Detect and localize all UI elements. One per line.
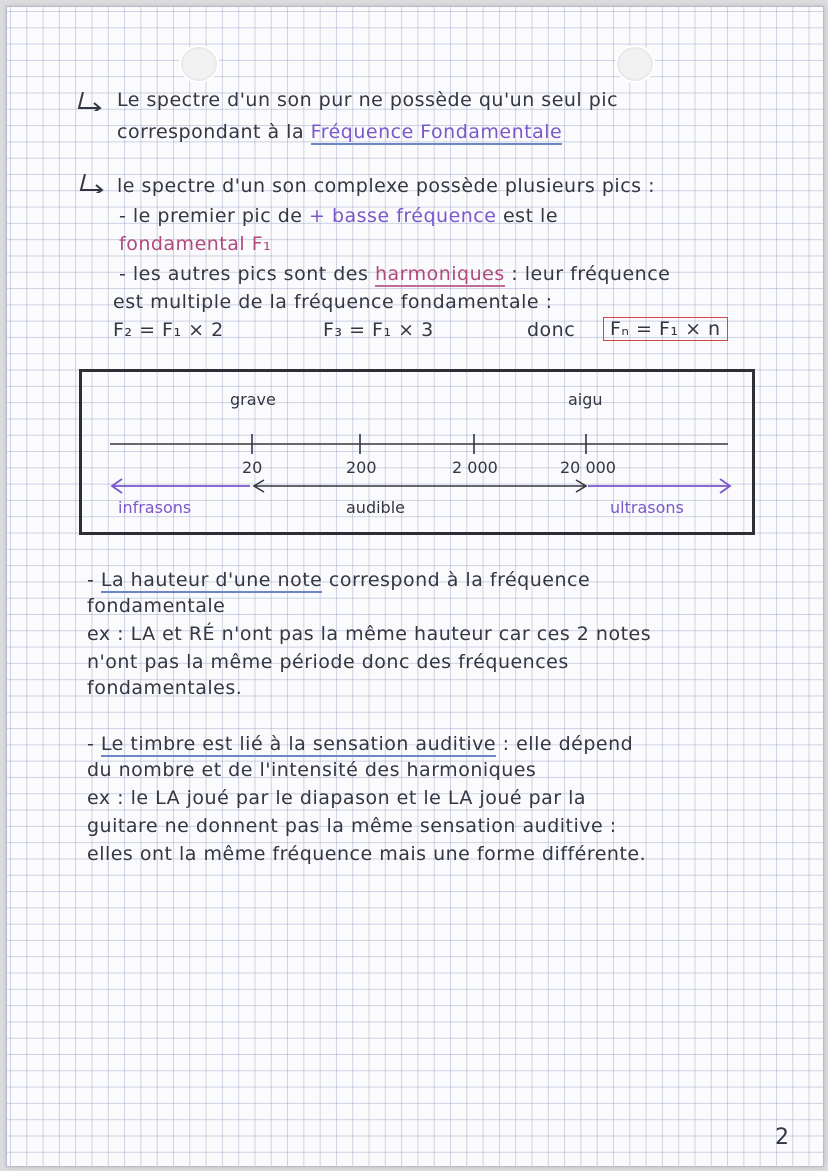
complex-sound-line-1: le spectre d'un son complexe possède plusieurs pics : — [117, 175, 655, 197]
formula-f3: F₃ = F₁ × 3 — [323, 319, 434, 341]
timbre-rest: : elle dépend — [502, 733, 634, 755]
page-number: 2 — [775, 1125, 790, 1150]
timbre-line-2: du nombre et de l'intensité des harmoniques — [87, 759, 537, 781]
punch-hole-left — [179, 45, 219, 83]
fundamental-frequency-highlight: Fréquence Fondamentale — [310, 121, 563, 143]
infrasons-label: infrasons — [118, 498, 192, 517]
frequency-scale-diagram — [79, 369, 755, 535]
tick-label-20: 20 — [242, 458, 263, 477]
arrow-bullet-icon — [79, 173, 105, 193]
timbre-dash: - — [87, 733, 95, 755]
pitch-title: La hauteur d'une note — [100, 569, 323, 591]
others-suffix: : leur fréquence — [511, 263, 671, 285]
others-prefix: - les autres pics sont des — [119, 263, 369, 285]
pure-sound-prefix: correspondant à la — [117, 121, 305, 143]
timbre-line-4: guitare ne donnent pas la même sensation auditive : — [87, 815, 617, 837]
pitch-line-1 — [87, 569, 590, 591]
pitch-line-4: n'ont pas la même période donc des fréquences — [87, 651, 569, 673]
pure-sound-line-2 — [117, 121, 562, 143]
grave-label: grave — [230, 390, 276, 409]
pitch-rest: correspond à la fréquence — [328, 569, 591, 591]
pitch-line-3: ex : LA et RÉ n'ont pas la même hauteur car ces 2 notes — [87, 623, 652, 645]
first-peak-suffix: est le — [502, 205, 559, 227]
lowest-frequency-highlight: + basse fréquence — [309, 205, 497, 227]
harmonics-highlight: harmoniques — [374, 263, 505, 285]
arrow-bullet-icon — [77, 91, 103, 111]
audible-label: audible — [346, 498, 405, 517]
harmonics-line — [119, 263, 670, 285]
pitch-dash: - — [87, 569, 95, 591]
pure-sound-line-1: Le spectre d'un son pur ne possède qu'un seul pic — [117, 89, 619, 111]
multiple-line: est multiple de la fréquence fondamentale : — [113, 291, 553, 313]
timbre-line-3: ex : le LA joué par le diapason et le LA joué par la — [87, 787, 587, 809]
formula-f2: F₂ = F₁ × 2 — [113, 319, 224, 341]
aigu-label: aigu — [568, 390, 603, 409]
timbre-line-1 — [87, 733, 633, 755]
notebook-page — [6, 6, 824, 1167]
punch-hole-right — [615, 45, 655, 83]
fundamental-f1-label: fondamental F₁ — [119, 233, 272, 255]
pitch-line-2: fondamentale — [87, 595, 226, 617]
tick-label-20000: 20 000 — [560, 458, 616, 477]
tick-label-200: 200 — [346, 458, 377, 477]
ultrasons-label: ultrasons — [610, 498, 684, 517]
first-peak-line — [119, 205, 558, 227]
timbre-line-5: elles ont la même fréquence mais une forme différente. — [87, 843, 647, 865]
first-peak-prefix: - le premier pic de — [119, 205, 303, 227]
timbre-title: Le timbre est lié à la sensation auditive — [100, 733, 497, 755]
pitch-line-5: fondamentales. — [87, 677, 243, 699]
tick-label-2000: 2 000 — [452, 458, 498, 477]
formula-donc: donc — [527, 319, 576, 341]
formula-fn-box: Fₙ = F₁ × n — [603, 317, 728, 341]
